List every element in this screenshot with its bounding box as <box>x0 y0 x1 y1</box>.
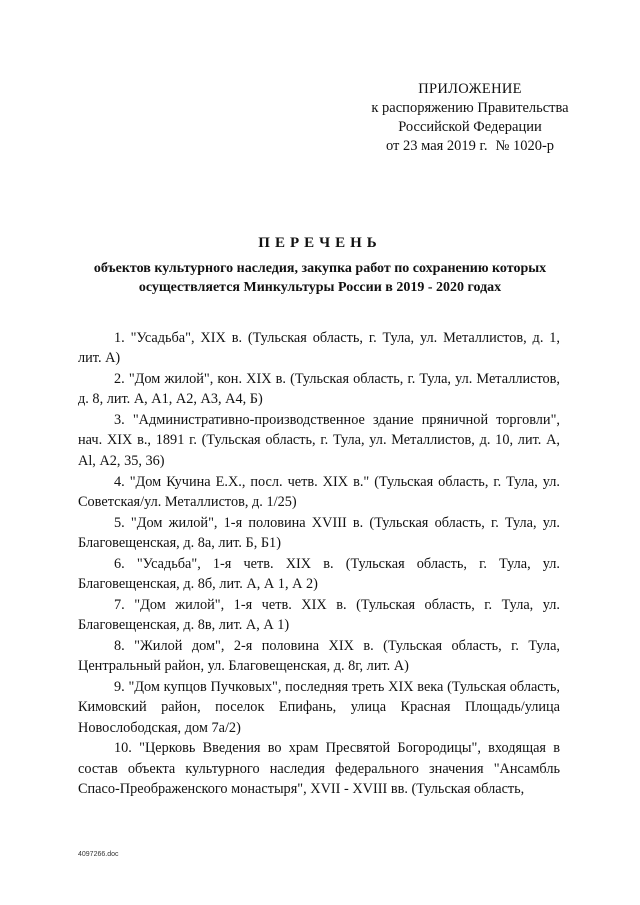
appendix-number: № 1020-р <box>495 138 555 154</box>
appendix-line-government: Российской Федерации <box>398 119 542 135</box>
list-item: 3. "Административно-производственное здание пряничной торговли", нач. XIX в., 1891 г. (Тульская область, г. Тула, ул. Металлистов, д. 10, лит. А, Аl, А2, 35, 36) <box>78 412 560 469</box>
list-item: 5. "Дом жилой", 1-я половина XVIII в. (Тульская область, г. Тула, ул. Благовещенская, д. 8а, лит. Б, Б1) <box>78 514 560 551</box>
document-title: ПЕРЕЧЕНЬ <box>258 235 382 251</box>
appendix-heading: ПРИЛОЖЕНИЕ <box>418 81 522 97</box>
list-item: 4. "Дом Кучина Е.Х., посл. четв. XIX в." (Тульская область, г. Тула, ул. Советская/ул. Металлистов, д. 1/25) <box>78 473 560 510</box>
list-item: 10. "Церковь Введения во храм Пресвятой Богородицы", входящая в состав объекта культурного наследия федерального значения "Ансамбль Спасо-Преображенского монастыря", XVII - XVIII вв. (Тульская область, <box>78 740 560 798</box>
appendix-line-order: к распоряжению Правительства <box>371 100 569 116</box>
list-item: 6. "Усадьба", 1-я четв. XIX в. (Тульская область, г. Тула, ул. Благовещенская, д. 8б, лит. А, А 1, А 2) <box>78 555 560 593</box>
list-item: 2. "Дом жилой", кон. XIX в. (Тульская область, г. Тула, ул. Металлистов, д. 8, лит. А, А1, А2, А3, А4, Б) <box>78 371 560 408</box>
heritage-list <box>78 328 560 800</box>
list-item: 7. "Дом жилой", 1-я четв. XIX в. (Тульская область, г. Тула, ул. Благовещенская, д. 8в, лит. А, А 1) <box>78 596 560 634</box>
appendix-block <box>330 80 610 156</box>
list-item: 8. "Жилой дом", 2-я половина XIX в. (Тульская область, г. Тула, Центральный район, ул. Благовещенская, д. 8г, лит. А) <box>78 637 560 675</box>
file-reference: 4097266.doc <box>78 851 119 858</box>
list-item: 9. "Дом купцов Пучковых", последняя треть XIX века (Тульская область, Кимовский район, поселок Епифань, улица Красная Площадь/улица Новослободская, дом 7а/2) <box>78 679 560 736</box>
appendix-date-line <box>330 137 610 156</box>
list-item: 1. "Усадьба", XIX в. (Тульская область, г. Тула, ул. Металлистов, д. 1, лит. А) <box>78 330 560 367</box>
appendix-date: от 23 мая 2019 г. <box>385 138 488 154</box>
document-subtitle: объектов культурного наследия, закупка работ по сохранению которых осуществляется Минкультуры России в 2019 - 2020 годах <box>93 261 547 295</box>
